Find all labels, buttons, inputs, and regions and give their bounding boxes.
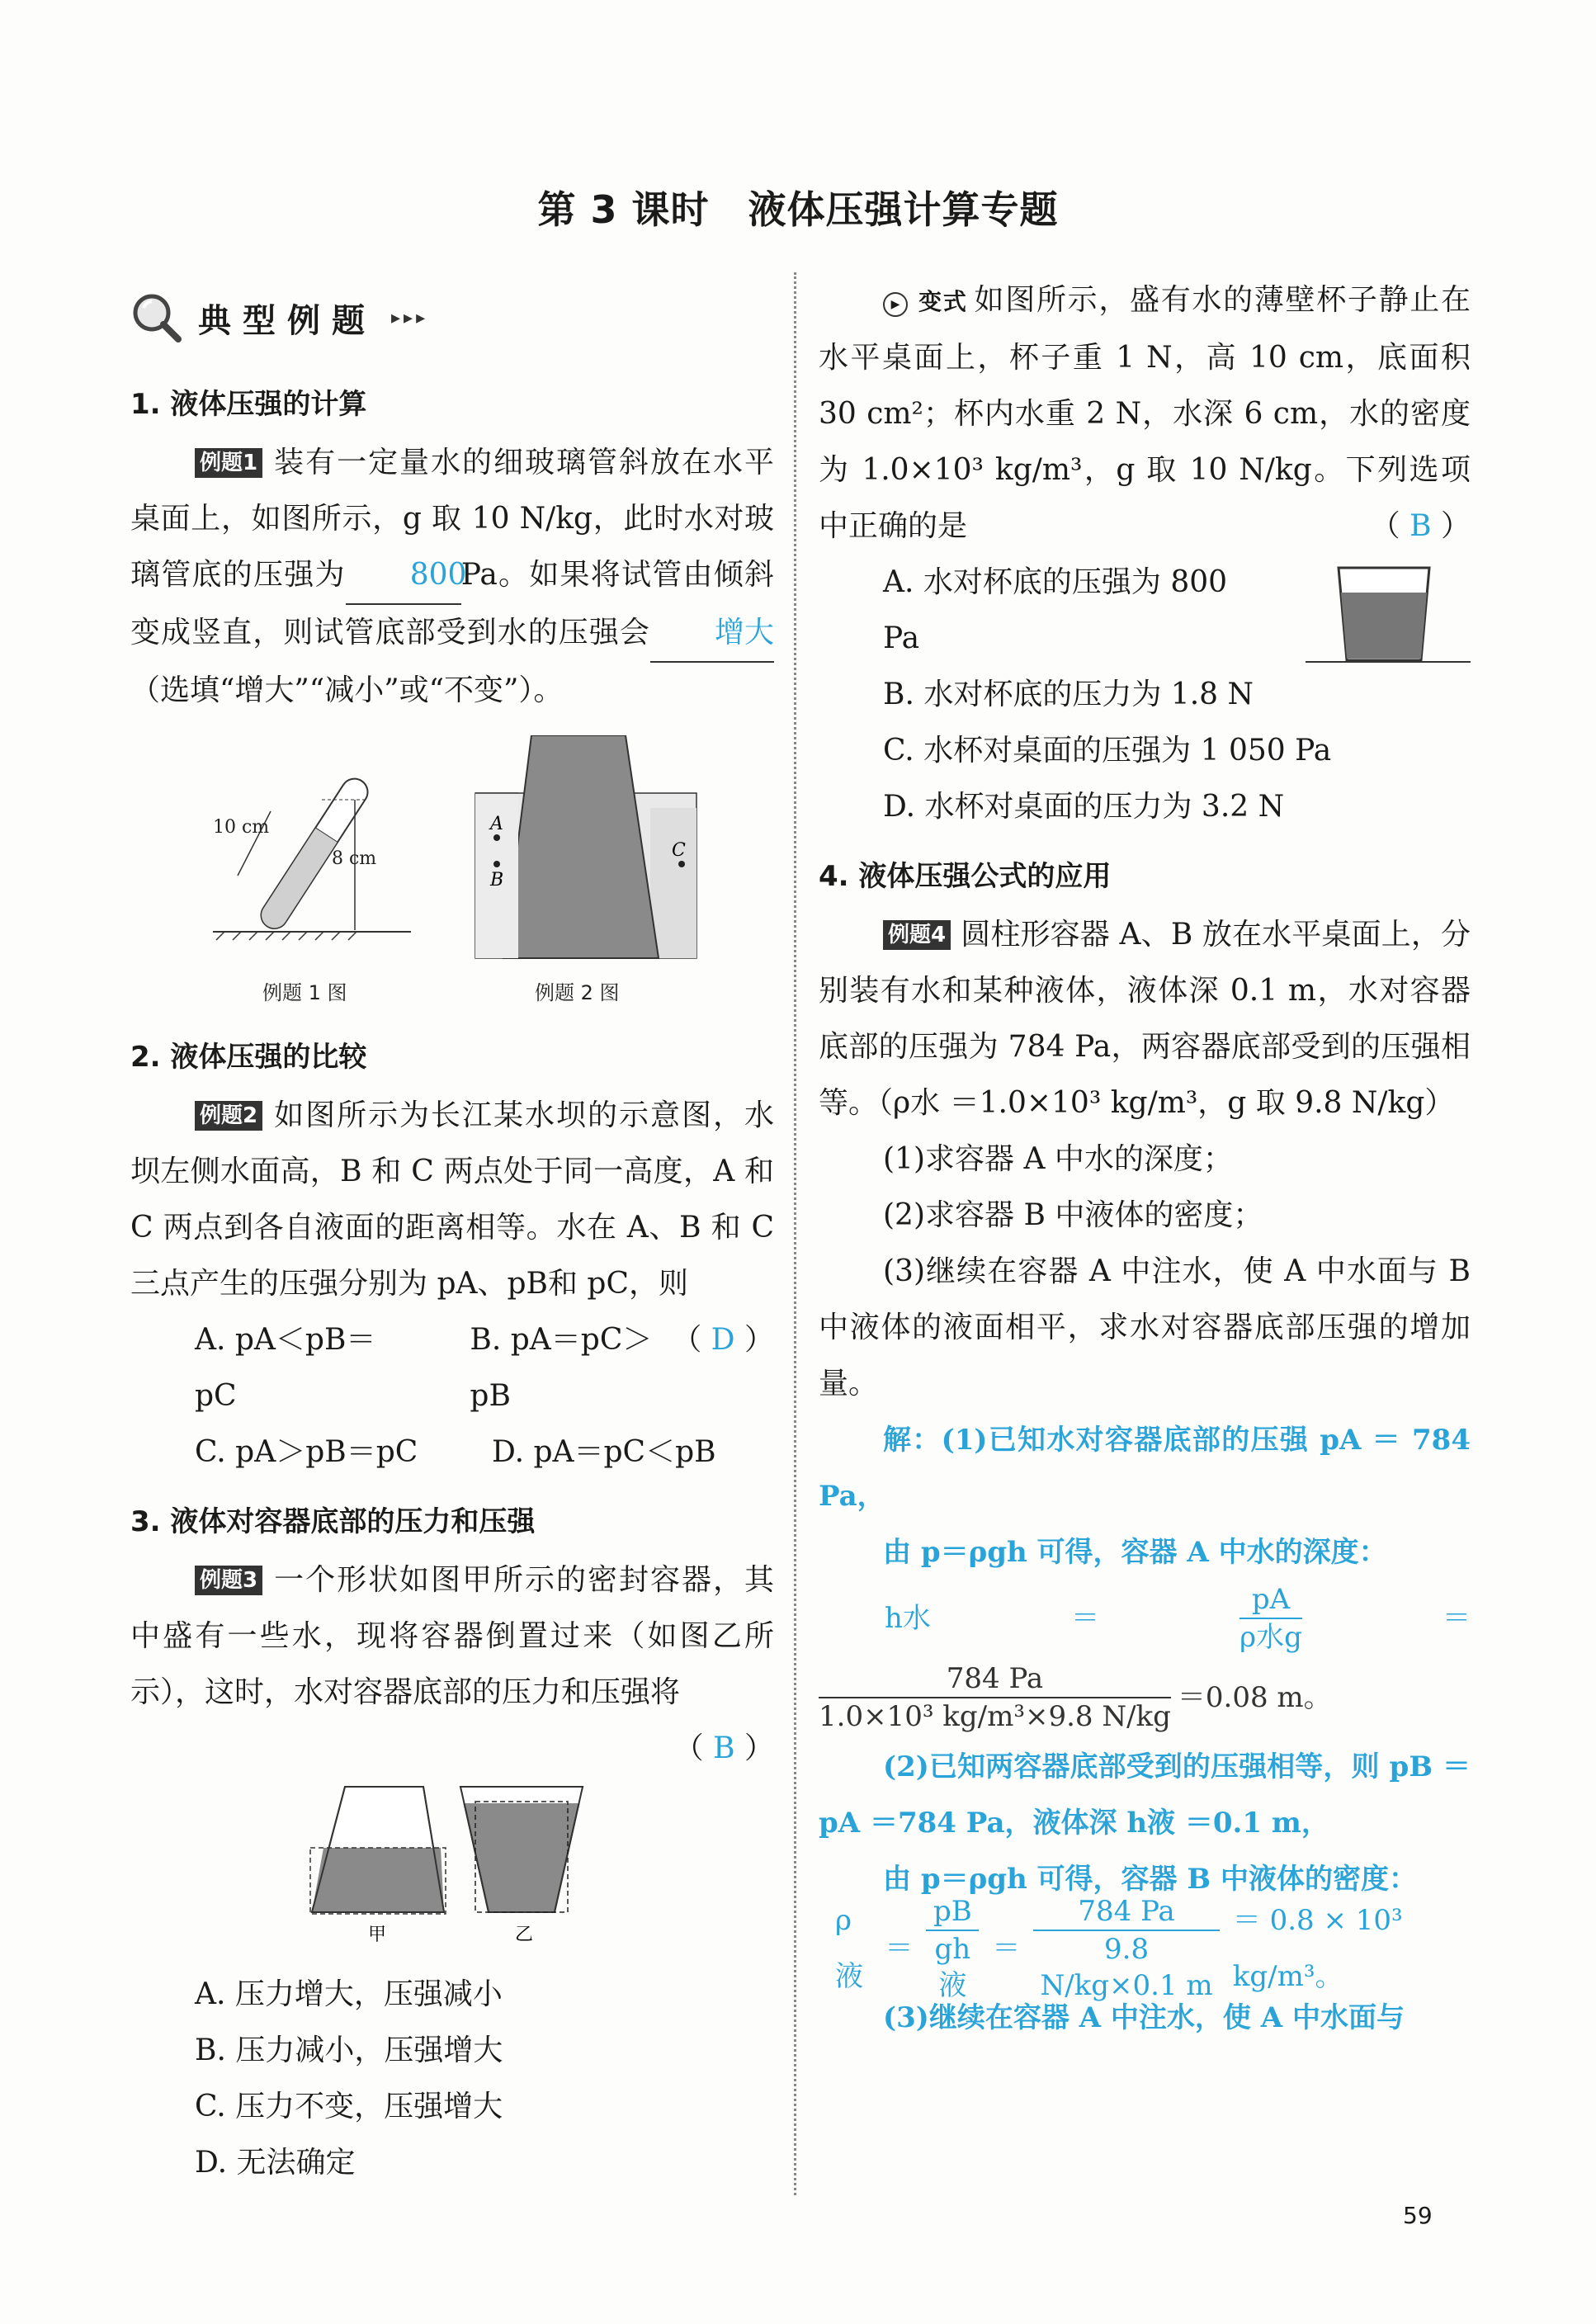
figure-1-tube <box>213 774 411 1004</box>
variant-question: ▶ 变式 如图所示，盛有水的薄壁杯子静止在水平桌面上，杯子重 1 N，高 10 cm，底面积 30 cm²；杯内水重 2 N，水深 6 cm，水的密度为 1.0×10³ kg/m³，g 取 10 N/kg。下列选项中正确的是 （ B ） <box>819 272 1471 555</box>
example-4-q2: (2)求容器 B 中液体的密度； <box>883 1198 1263 1232</box>
section-heading: 典型例题 <box>198 301 376 340</box>
figure-2-label-a: A <box>490 814 503 834</box>
example-3-option-d: D. 无法确定 <box>195 2146 356 2180</box>
solution-line-6: 由 p＝ρgh 可得，容器 B 中液体的密度： <box>883 1863 1417 1896</box>
solution-formula-3: ρ液 ＝ $\frac{pB}{\text{gh液}}$ ＝ $\frac{784 Pa}{9.8 N/kg\times 0.1 m}$ ＝ 0.8 × 10³ kg/m³。 <box>835 1895 1403 2002</box>
example-1: 例题1 装有一定量水的细玻璃管斜放在水平桌面上，如图所示，g 取 10 N/kg，此时水对玻璃管底的压强为 800Pa。如果将试管由倾斜变成竖直，则试管底部受到水的压强会 增大（选填“增大”“减小”或“不变”）。 <box>130 446 775 707</box>
solution-line-5: (2)已知两容器底部受到的压强相等，则 pB ＝ pA ＝784 Pa，液体深 h液 ＝0.1 m， <box>819 1750 1471 1840</box>
topic-2-heading: 2. 液体压强的比较 <box>130 1041 367 1074</box>
figure-2-caption: 例题 2 图 <box>535 981 620 1004</box>
example-2-answer: （ D ） <box>672 1323 774 1357</box>
example-3-option-a: A. 压力增大，压强减小 <box>195 1977 503 2011</box>
example-4-tag: 例题4 <box>883 920 951 950</box>
example-4-q3: (3)继续在容器 A 中注水，使 A 中水面与 B 中液体的液面相平，求水对容器底部压强的增加量。 <box>819 1254 1471 1401</box>
figure-2-dam <box>475 735 696 1004</box>
example-2-option-b: B. pA＝pC＞pB <box>470 1323 653 1413</box>
variant-option-d: D. 水杯对桌面的压力为 3.2 N <box>883 790 1285 824</box>
page-title: 第 3 课时 液体压强计算专题 <box>537 187 1059 232</box>
figure-2-label-b: B <box>490 870 504 890</box>
example-2-options-row-1 <box>130 1312 672 1424</box>
right-column <box>819 272 1471 2046</box>
example-3-option-b: B. 压力减小，压强增大 <box>195 2034 503 2067</box>
topic-3-heading: 3. 液体对容器底部的压力和压强 <box>130 1505 536 1538</box>
example-1-tag: 例题1 <box>195 448 262 478</box>
example-2-option-a: A. pA＜pB＝pC <box>195 1323 376 1413</box>
figure-jia-label: 甲 <box>368 1925 387 1945</box>
example-1-blank-1: 800 <box>346 547 461 605</box>
variant-option-b: B. 水对杯底的压力为 1.8 N <box>883 678 1254 711</box>
column-divider <box>794 272 796 2195</box>
figure-yi-label: 乙 <box>515 1925 534 1945</box>
variant-options <box>819 555 1471 835</box>
figure-2-label-c: C <box>672 840 686 861</box>
topic-4-heading: 4. 液体压强公式的应用 <box>819 860 1112 893</box>
left-column <box>130 272 774 2191</box>
example-2-tag: 例题2 <box>195 1101 262 1131</box>
page-number: 59 <box>1403 2202 1433 2229</box>
example-figures <box>130 735 774 1016</box>
example-3-figure <box>130 1777 774 1950</box>
figure-1-length-label: 10 cm <box>213 817 270 838</box>
example-2-option-d: D. pA＝pC＜pB <box>492 1435 716 1469</box>
variant-tag: 变式 <box>918 288 968 315</box>
solution-formula-2: $\frac{784 Pa}{\text{1.0×10³ kg/m³×9.8 N/kg}}$ ＝0.08 m。 <box>819 1662 1332 1733</box>
solution-line-1: 解：(1)已知水对容器底部的压强 pA ＝ 784 Pa， <box>819 1424 1471 1513</box>
variant-option-a: A. 水对杯底的压强为 800 Pa <box>883 565 1228 655</box>
example-3: 例题3 一个形状如图甲所示的密封容器，其中盛有一些水，现将容器倒置过来（如图乙所示），这时，水对容器底部的压力和压强将 （ B ） <box>130 1552 774 1721</box>
example-2-option-c: C. pA＞pB＝pC <box>195 1435 418 1469</box>
example-2-options-row-2 <box>130 1424 774 1481</box>
solution-formula-1: h水 ＝ $\frac{pA}{\text{ρ水g}}$ ＝ <box>885 1583 1471 1654</box>
example-3-tag: 例题3 <box>195 1566 262 1595</box>
play-icon: ▶ <box>883 292 908 317</box>
example-3-option-c: C. 压力不变，压强增大 <box>195 2090 503 2123</box>
example-1-blank-2: 增大 <box>650 605 774 663</box>
magnifier-icon <box>130 291 183 344</box>
variant-answer: （ B ） <box>1370 509 1471 543</box>
solution-line-8: (3)继续在容器 A 中注水，使 A 中水面与 <box>883 2001 1405 2034</box>
figure-1-caption: 例题 1 图 <box>262 981 347 1004</box>
variant-option-c: C. 水杯对桌面的压强为 1 050 Pa <box>883 734 1332 768</box>
example-3-answer: （ B ） <box>673 1731 774 1765</box>
solution-line-2: 由 p＝ρgh 可得，容器 A 中水的深度： <box>883 1536 1387 1569</box>
example-2: 例题2 如图所示为长江某水坝的示意图，水坝左侧水面高，B 和 C 两点处于同一高度，A 和 C 两点到各自液面的距离相等。水在 A、B 和 C 三点产生的压强分别为 pA、pB和 pC，则 （ D ） <box>130 1088 774 1312</box>
example-4-q1: (1)求容器 A 中水的深度； <box>883 1142 1233 1176</box>
section-arrows: ▸▸▸ <box>391 307 429 328</box>
topic-1-heading: 1. 液体压强的计算 <box>130 388 367 421</box>
solution <box>819 1412 1471 2046</box>
figure-1-height-label: 8 cm <box>332 848 377 869</box>
variant-cup-figure <box>1306 560 1471 675</box>
example-4: 例题4 圆柱形容器 A、B 放在水平桌面上，分别装有水和某种液体，液体深 0.1 m，水对容器底部的压强为 784 Pa，两容器底部受到的压强相等。（ρ水 ＝1.0×10³ kg/m³，g 取 9.8 N/kg） <box>819 918 1471 1120</box>
section-header <box>130 272 774 363</box>
